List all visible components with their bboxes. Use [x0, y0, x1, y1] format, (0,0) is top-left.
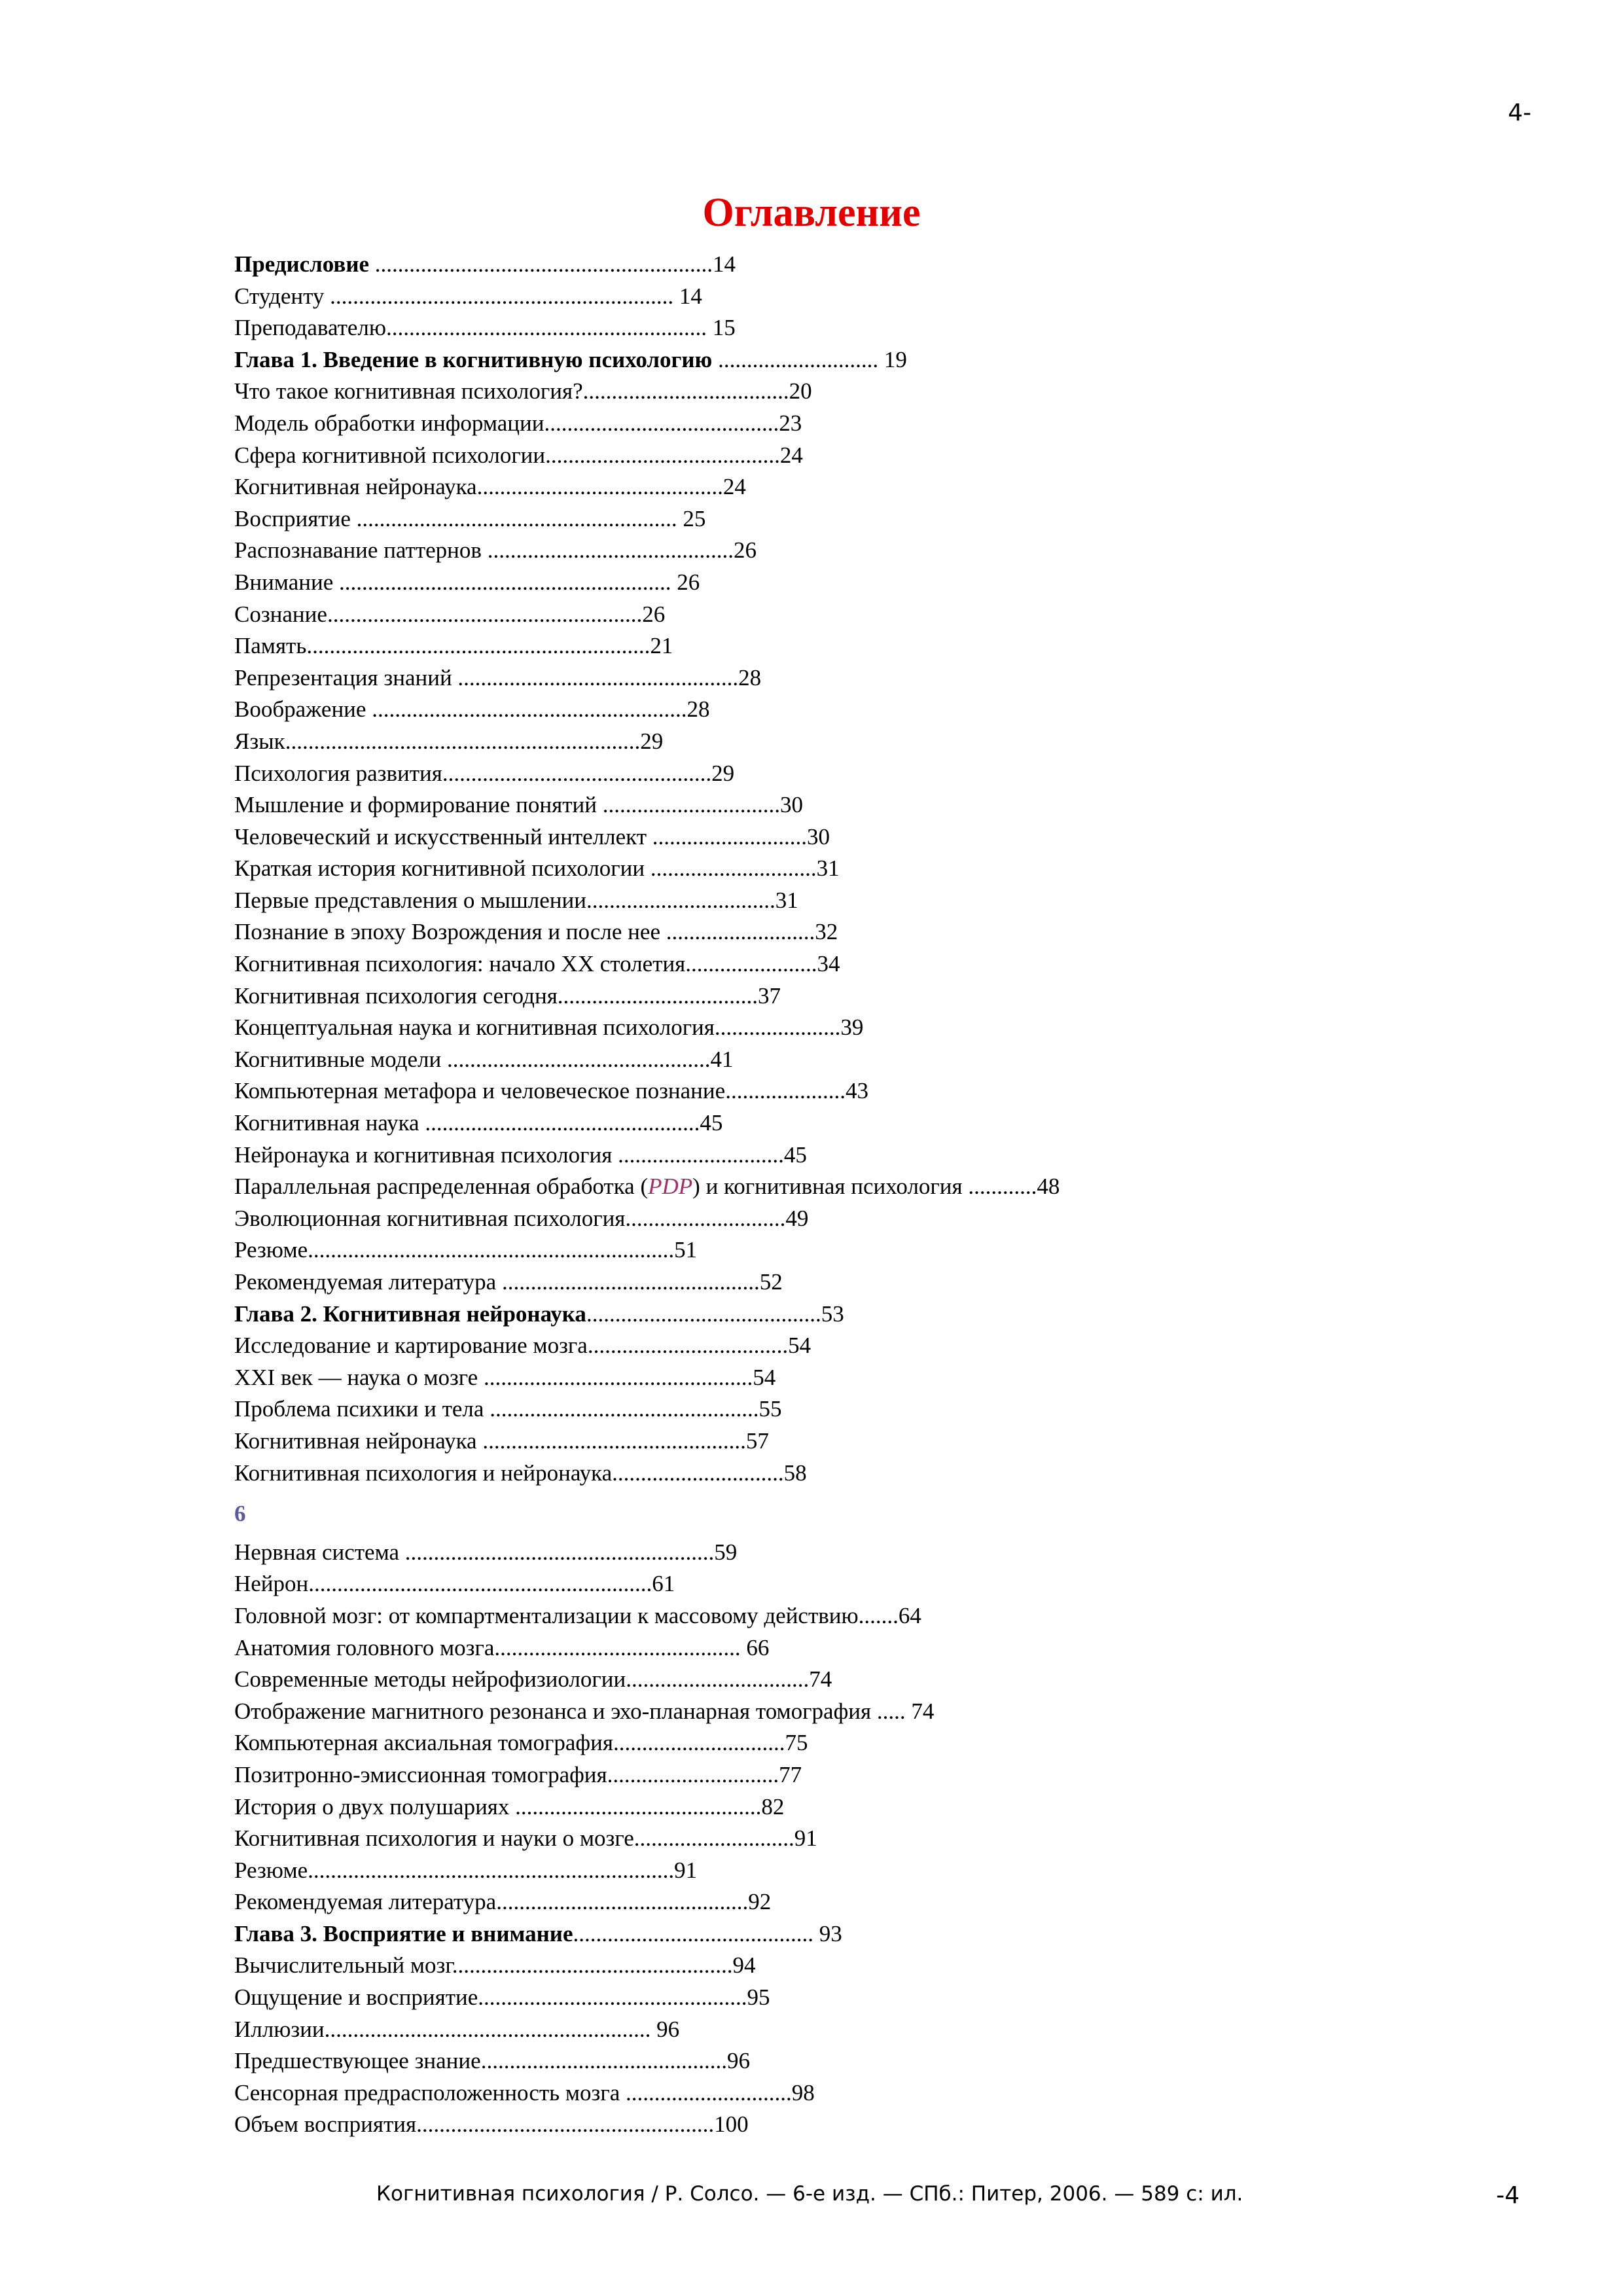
toc-entry-page: 26 [733, 537, 757, 564]
toc-entry-page: 58 [783, 1460, 807, 1486]
toc-entry [234, 885, 1478, 917]
toc-entry-page: 29 [640, 728, 664, 754]
toc-entry-page: 91 [674, 1857, 698, 1883]
toc-entry-page: 49 [785, 1205, 809, 1231]
toc-entry [234, 503, 1478, 535]
toc-entry-title: Первые представления о мышлении [234, 887, 586, 913]
toc-entry-leader: ........................... [647, 823, 808, 850]
toc-entry-title: Позитронно-эмиссионная томография [234, 1761, 607, 1787]
toc-entry-leader: ............................. [612, 1141, 784, 1168]
toc-entry [234, 471, 1478, 503]
page-title: Оглавление [702, 190, 921, 235]
toc-entry [234, 1203, 1478, 1235]
toc-entry [234, 1266, 1478, 1299]
toc-entry [234, 1330, 1478, 1362]
table-of-contents [234, 249, 1478, 2141]
toc-entry-page: 45 [783, 1141, 807, 1168]
toc-entry-page: 55 [758, 1396, 782, 1422]
toc-entry-title: Когнитивные модели [234, 1046, 442, 1072]
toc-entry-page: 37 [758, 982, 781, 1009]
toc-entry-title: Студенту [234, 283, 325, 309]
toc-entry [234, 1791, 1478, 1823]
toc-entry-title: Что такое когнитивная психология? [234, 378, 583, 404]
toc-entry-title: XXI век — наука о мозге [234, 1364, 478, 1390]
toc-entry [234, 1139, 1478, 1172]
pdp-abbreviation: PDP [648, 1174, 693, 1200]
toc-entry-title: Резюме [234, 1237, 308, 1263]
toc-entry-page: 25 [683, 505, 706, 531]
toc-entry-page: 30 [807, 823, 830, 850]
toc-entry-leader: ............................................... [484, 1396, 759, 1422]
toc-entry-leader: ........................................... [476, 474, 723, 500]
toc-entry-page: 96 [726, 2048, 750, 2074]
toc-entry-page: 39 [840, 1014, 864, 1041]
toc-entry-title: Глава 1. Введение в когнитивную психологию [234, 346, 713, 372]
toc-entry-leader: ................................................ [419, 1110, 700, 1136]
footer-citation: Когнитивная психология / Р. Солсо. — 6-е изд. — СПб.: Питер, 2006. — 589 с: ил. [376, 2182, 1243, 2206]
toc-separator: 6 [234, 1501, 246, 1527]
toc-entry-page: 52 [759, 1269, 783, 1295]
toc-entry-page: 94 [732, 1952, 756, 1979]
toc-entry [234, 1855, 1478, 1887]
toc-entry-leader: ................................................. [452, 664, 739, 691]
toc-entry-title: Головной мозг: от компартментализации к массовому действию [234, 1602, 859, 1628]
toc-entry-title: Рекомендуемая литература [234, 1889, 497, 1915]
toc-entry-title: Когнитивная нейронаука [234, 1427, 477, 1454]
toc-entry-title: Когнитивная психология: начало XX столетия [234, 951, 686, 977]
toc-entry-leader: .......................................................... [333, 569, 677, 595]
toc-entry-page: 92 [748, 1889, 772, 1915]
toc-entry-page: 34 [817, 951, 840, 977]
toc-entry [234, 249, 1478, 281]
toc-entry-page: 31 [775, 887, 798, 913]
toc-entry-title: Распознавание паттернов [234, 537, 482, 564]
toc-entry [234, 599, 1478, 631]
toc-entry-leader: ................................... [587, 1333, 789, 1359]
toc-entry [234, 281, 1478, 313]
toc-entry-leader: ............................. [645, 855, 817, 882]
toc-entry-leader: .............................................. [441, 1046, 711, 1072]
toc-entry-title: Познание в эпоху Возрождения и после нее [234, 919, 660, 945]
toc-entry-page: 30 [780, 792, 804, 818]
toc-entry [234, 1664, 1478, 1696]
toc-entry [234, 789, 1478, 821]
toc-entry-title: Рекомендуемая литература [234, 1269, 497, 1295]
toc-entry-title: Модель обработки информации [234, 410, 544, 436]
toc-entry-leader: ............................ [633, 1825, 794, 1852]
toc-entry-leader: ............................................... [478, 1364, 753, 1390]
toc-entry-page: 26 [677, 569, 700, 595]
toc-entry-title: Воображение [234, 696, 366, 723]
toc-entry-page: 29 [711, 760, 735, 786]
toc-entry-title: Человеческий и искусственный интеллект [234, 823, 647, 850]
toc-entry-leader: ..... [871, 1698, 912, 1724]
toc-entry-page: 28 [738, 664, 762, 691]
toc-entry-title: Когнитивная наука [234, 1110, 419, 1136]
toc-entry-page: 31 [816, 855, 840, 882]
toc-entry-leader: ................................................. [452, 1952, 733, 1979]
toc-entry-page: 66 [746, 1634, 770, 1660]
toc-entry-page: 95 [747, 1984, 770, 2011]
toc-entry-title: Предшествующее знание [234, 2048, 481, 2074]
toc-entry-title: Когнитивная психология и нейронаука [234, 1460, 613, 1486]
toc-entry [234, 758, 1478, 790]
toc-entry-title: Анатомия головного мозга [234, 1634, 495, 1660]
toc-entry-title: Сенсорная предрасположенность мозга [234, 2079, 620, 2106]
toc-entry-page: 77 [779, 1761, 802, 1787]
toc-entry-leader: ........................................... [509, 1793, 762, 1820]
toc-entry-page: 41 [710, 1046, 734, 1072]
toc-section-1 [234, 249, 1478, 1489]
toc-entry-leader: ............................ [625, 1205, 786, 1231]
toc-entry [234, 2045, 1478, 2077]
toc-entry-page: 61 [652, 1571, 675, 1597]
toc-entry-leader: ......................................... [586, 1300, 821, 1327]
toc-entry-page: 74 [911, 1698, 935, 1724]
toc-entry [234, 1632, 1478, 1664]
toc-entry-leader: .................................................... [416, 2111, 715, 2138]
toc-entry-leader: ......................................... [544, 410, 779, 436]
toc-entry [234, 662, 1478, 694]
toc-entry-leader: ............................................................ [306, 633, 651, 659]
toc-entry-leader: ......................................... [545, 442, 780, 468]
toc-entry [234, 1886, 1478, 1918]
toc-entry-page: 21 [650, 633, 673, 659]
toc-entry [234, 1950, 1478, 1982]
toc-entry-leader: ............................................................ [324, 283, 679, 309]
toc-entry-page: 51 [674, 1237, 698, 1263]
toc-entry-leader: ...................... [714, 1014, 841, 1041]
toc-entry-title: Язык [234, 728, 285, 754]
toc-entry-page: 14 [679, 283, 702, 309]
toc-entry [234, 1537, 1478, 1569]
toc-entry-leader: .............................. [612, 1460, 784, 1486]
toc-entry-page: 23 [779, 410, 802, 436]
toc-entry-title: Мышление и формирование понятий [234, 792, 597, 818]
toc-entry [234, 1759, 1478, 1791]
toc-entry-title: Компьютерная метафора и человеческое познание [234, 1078, 726, 1104]
toc-entry-leader: ............................................... [478, 1984, 747, 2011]
toc-entry-title: Когнитивная нейронаука [234, 474, 477, 500]
toc-entry-leader: ........................................................ [350, 505, 683, 531]
toc-entry-leader: .............................. [607, 1761, 779, 1787]
toc-entry [234, 1458, 1478, 1490]
toc-entry-page: 53 [821, 1300, 844, 1327]
toc-entry [234, 567, 1478, 599]
toc-entry-leader: ....................... [685, 951, 817, 977]
toc-entry-leader: .............................................................. [285, 728, 641, 754]
toc-entry-leader: ........................................................ [386, 315, 713, 341]
toc-entry-title: Сознание [234, 601, 327, 627]
toc-entry-page: 100 [714, 2111, 749, 2138]
toc-entry-leader: ................................... [557, 982, 758, 1009]
toc-entry [234, 1426, 1478, 1458]
toc-entry-title: Эволюционная когнитивная психология [234, 1205, 626, 1231]
toc-entry-leader: .......................... [660, 919, 815, 945]
toc-entry [234, 312, 1478, 344]
toc-entry-page: 26 [642, 601, 666, 627]
toc-entry [234, 2109, 1478, 2141]
toc-entry [234, 344, 1478, 376]
toc-entry-title: Проблема психики и тела [234, 1396, 484, 1422]
toc-entry-leader: ......................................................... [324, 2016, 657, 2042]
toc-entry-title: Когнитивная психология и науки о мозге [234, 1825, 634, 1852]
page-number-bottom: -4 [1496, 2182, 1520, 2209]
toc-entry-page: 96 [656, 2016, 680, 2042]
toc-entry-leader: ................................................................ [308, 1237, 675, 1263]
toc-entry-page: 91 [794, 1825, 817, 1852]
toc-entry [234, 726, 1478, 758]
toc-entry-title: Исследование и картирование мозга [234, 1333, 588, 1359]
toc-entry-title: Параллельная распределенная обработка ( [234, 1174, 649, 1200]
toc-entry-title: Краткая история когнитивной психологии [234, 855, 645, 882]
toc-entry-leader: ........................................... [481, 537, 734, 564]
toc-entry [234, 980, 1478, 1013]
toc-entry [234, 1568, 1478, 1600]
toc-entry [234, 1362, 1478, 1394]
toc-entry-title: Объем восприятия [234, 2111, 417, 2138]
toc-section-2 [234, 1537, 1478, 2141]
toc-entry-title: Нейрон [234, 1571, 309, 1597]
toc-entry-page: 32 [815, 919, 838, 945]
toc-entry-title: Преподавателю [234, 315, 387, 341]
toc-entry-title: История о двух полушариях [234, 1793, 510, 1820]
toc-entry-title: Отображение магнитного резонанса и эхо-планарная томография [234, 1698, 872, 1724]
toc-entry-title: Компьютерная аксиальная томография [234, 1730, 613, 1756]
toc-entry-title: Репрезентация знаний [234, 664, 452, 691]
toc-entry-page: 74 [809, 1666, 832, 1693]
toc-entry-page: 93 [819, 1920, 842, 1946]
toc-entry-leader: ........................................................... [369, 251, 713, 277]
toc-entry [234, 1171, 1478, 1203]
toc-entry-title: Когнитивная психология сегодня [234, 982, 558, 1009]
toc-entry [234, 1393, 1478, 1426]
toc-entry-leader: .............................. [613, 1730, 785, 1756]
toc-entry [234, 1012, 1478, 1044]
toc-entry-title: Глава 2. Когнитивная нейронаука [234, 1300, 586, 1327]
toc-entry-leader: .......................................... [573, 1920, 819, 1946]
toc-entry [234, 916, 1478, 948]
toc-entry-title: Современные методы нейрофизиологии [234, 1666, 626, 1693]
toc-entry [234, 1299, 1478, 1331]
toc-entry-leader: ....... [858, 1602, 899, 1628]
toc-entry-leader: ............ [962, 1174, 1037, 1200]
toc-entry-page: 28 [687, 696, 710, 723]
toc-entry [234, 948, 1478, 980]
toc-entry-leader: ............................................................ [308, 1571, 652, 1597]
toc-entry-page: 14 [713, 251, 736, 277]
toc-entry-title: Резюме [234, 1857, 308, 1883]
toc-entry-title: Нейронаука и когнитивная психология [234, 1141, 613, 1168]
toc-entry-page: 43 [845, 1078, 868, 1104]
toc-entry-title: Сфера когнитивной психологии [234, 442, 546, 468]
toc-entry-page: 19 [883, 346, 907, 372]
toc-entry-leader: ................................ [626, 1666, 810, 1693]
toc-entry-page: 54 [788, 1333, 812, 1359]
toc-entry [234, 630, 1478, 662]
toc-entry-leader: ........................................... [480, 2048, 727, 2074]
toc-entry-title: Нервная система [234, 1539, 400, 1565]
page-number-top: 4- [1508, 99, 1531, 126]
toc-entry [234, 1107, 1478, 1139]
toc-entry [234, 1600, 1478, 1632]
toc-entry [234, 1234, 1478, 1266]
toc-entry-title: Восприятие [234, 505, 351, 531]
toc-entry-page: 75 [785, 1730, 808, 1756]
toc-entry-title: Вычислительный мозг [234, 1952, 452, 1979]
toc-entry-page: 64 [898, 1602, 921, 1628]
toc-entry-title: Психология развития [234, 760, 442, 786]
toc-entry-page: 59 [714, 1539, 738, 1565]
toc-entry [234, 853, 1478, 885]
toc-entry-page: 24 [722, 474, 746, 500]
toc-entry [234, 1727, 1478, 1759]
toc-entry [234, 1075, 1478, 1107]
toc-entry [234, 1918, 1478, 1950]
toc-entry-page: 54 [753, 1364, 776, 1390]
toc-entry-title: Память [234, 633, 307, 659]
toc-entry [234, 1044, 1478, 1076]
toc-entry-page: 57 [745, 1427, 769, 1454]
toc-entry [234, 440, 1478, 472]
toc-entry-leader: ............................................... [442, 760, 712, 786]
toc-entry-leader: ............................... [597, 792, 781, 818]
toc-entry [234, 376, 1478, 408]
toc-entry-leader: ............................................. [496, 1269, 760, 1295]
toc-entry [234, 408, 1478, 440]
toc-entry-leader: ..................... [725, 1078, 846, 1104]
toc-entry [234, 821, 1478, 853]
toc-entry-page: 15 [712, 315, 736, 341]
toc-entry-leader: ...................................................... [399, 1539, 715, 1565]
toc-entry-title: Ощущение и восприятие [234, 1984, 478, 2011]
toc-entry-page: 82 [761, 1793, 785, 1820]
toc-entry [234, 2077, 1478, 2109]
toc-entry-title: Иллюзии [234, 2016, 325, 2042]
toc-entry-page: 24 [779, 442, 803, 468]
toc-entry-leader: ............................................ [496, 1889, 749, 1915]
toc-entry-page: 20 [789, 378, 812, 404]
toc-entry-page: 48 [1037, 1174, 1060, 1200]
toc-entry-page: 98 [791, 2079, 815, 2106]
toc-entry-title: Концептуальная наука и когнитивная психология [234, 1014, 715, 1041]
toc-entry-leader: .................................... [582, 378, 789, 404]
toc-entry [234, 1823, 1478, 1855]
toc-entry-leader: ................................................................ [308, 1857, 675, 1883]
toc-entry-page: 45 [700, 1110, 723, 1136]
toc-entry [234, 1696, 1478, 1728]
toc-entry-leader: ....................................................... [366, 696, 687, 723]
toc-entry-leader: ....................................................... [327, 601, 643, 627]
toc-entry-title: ) и когнитивная психология [692, 1174, 963, 1200]
toc-entry [234, 1982, 1478, 2014]
toc-entry-leader: ............................ [712, 346, 884, 372]
toc-entry-title: Предисловие [234, 251, 370, 277]
toc-entry-leader: ............................. [620, 2079, 792, 2106]
toc-entry [234, 694, 1478, 726]
toc-entry [234, 2014, 1478, 2046]
toc-entry-leader: ........................................... [494, 1634, 747, 1660]
toc-entry-title: Глава 3. Восприятие и внимание [234, 1920, 573, 1946]
toc-entry-leader: ................................. [586, 887, 776, 913]
toc-entry [234, 535, 1478, 567]
toc-entry-title: Внимание [234, 569, 334, 595]
toc-entry-leader: .............................................. [476, 1427, 746, 1454]
